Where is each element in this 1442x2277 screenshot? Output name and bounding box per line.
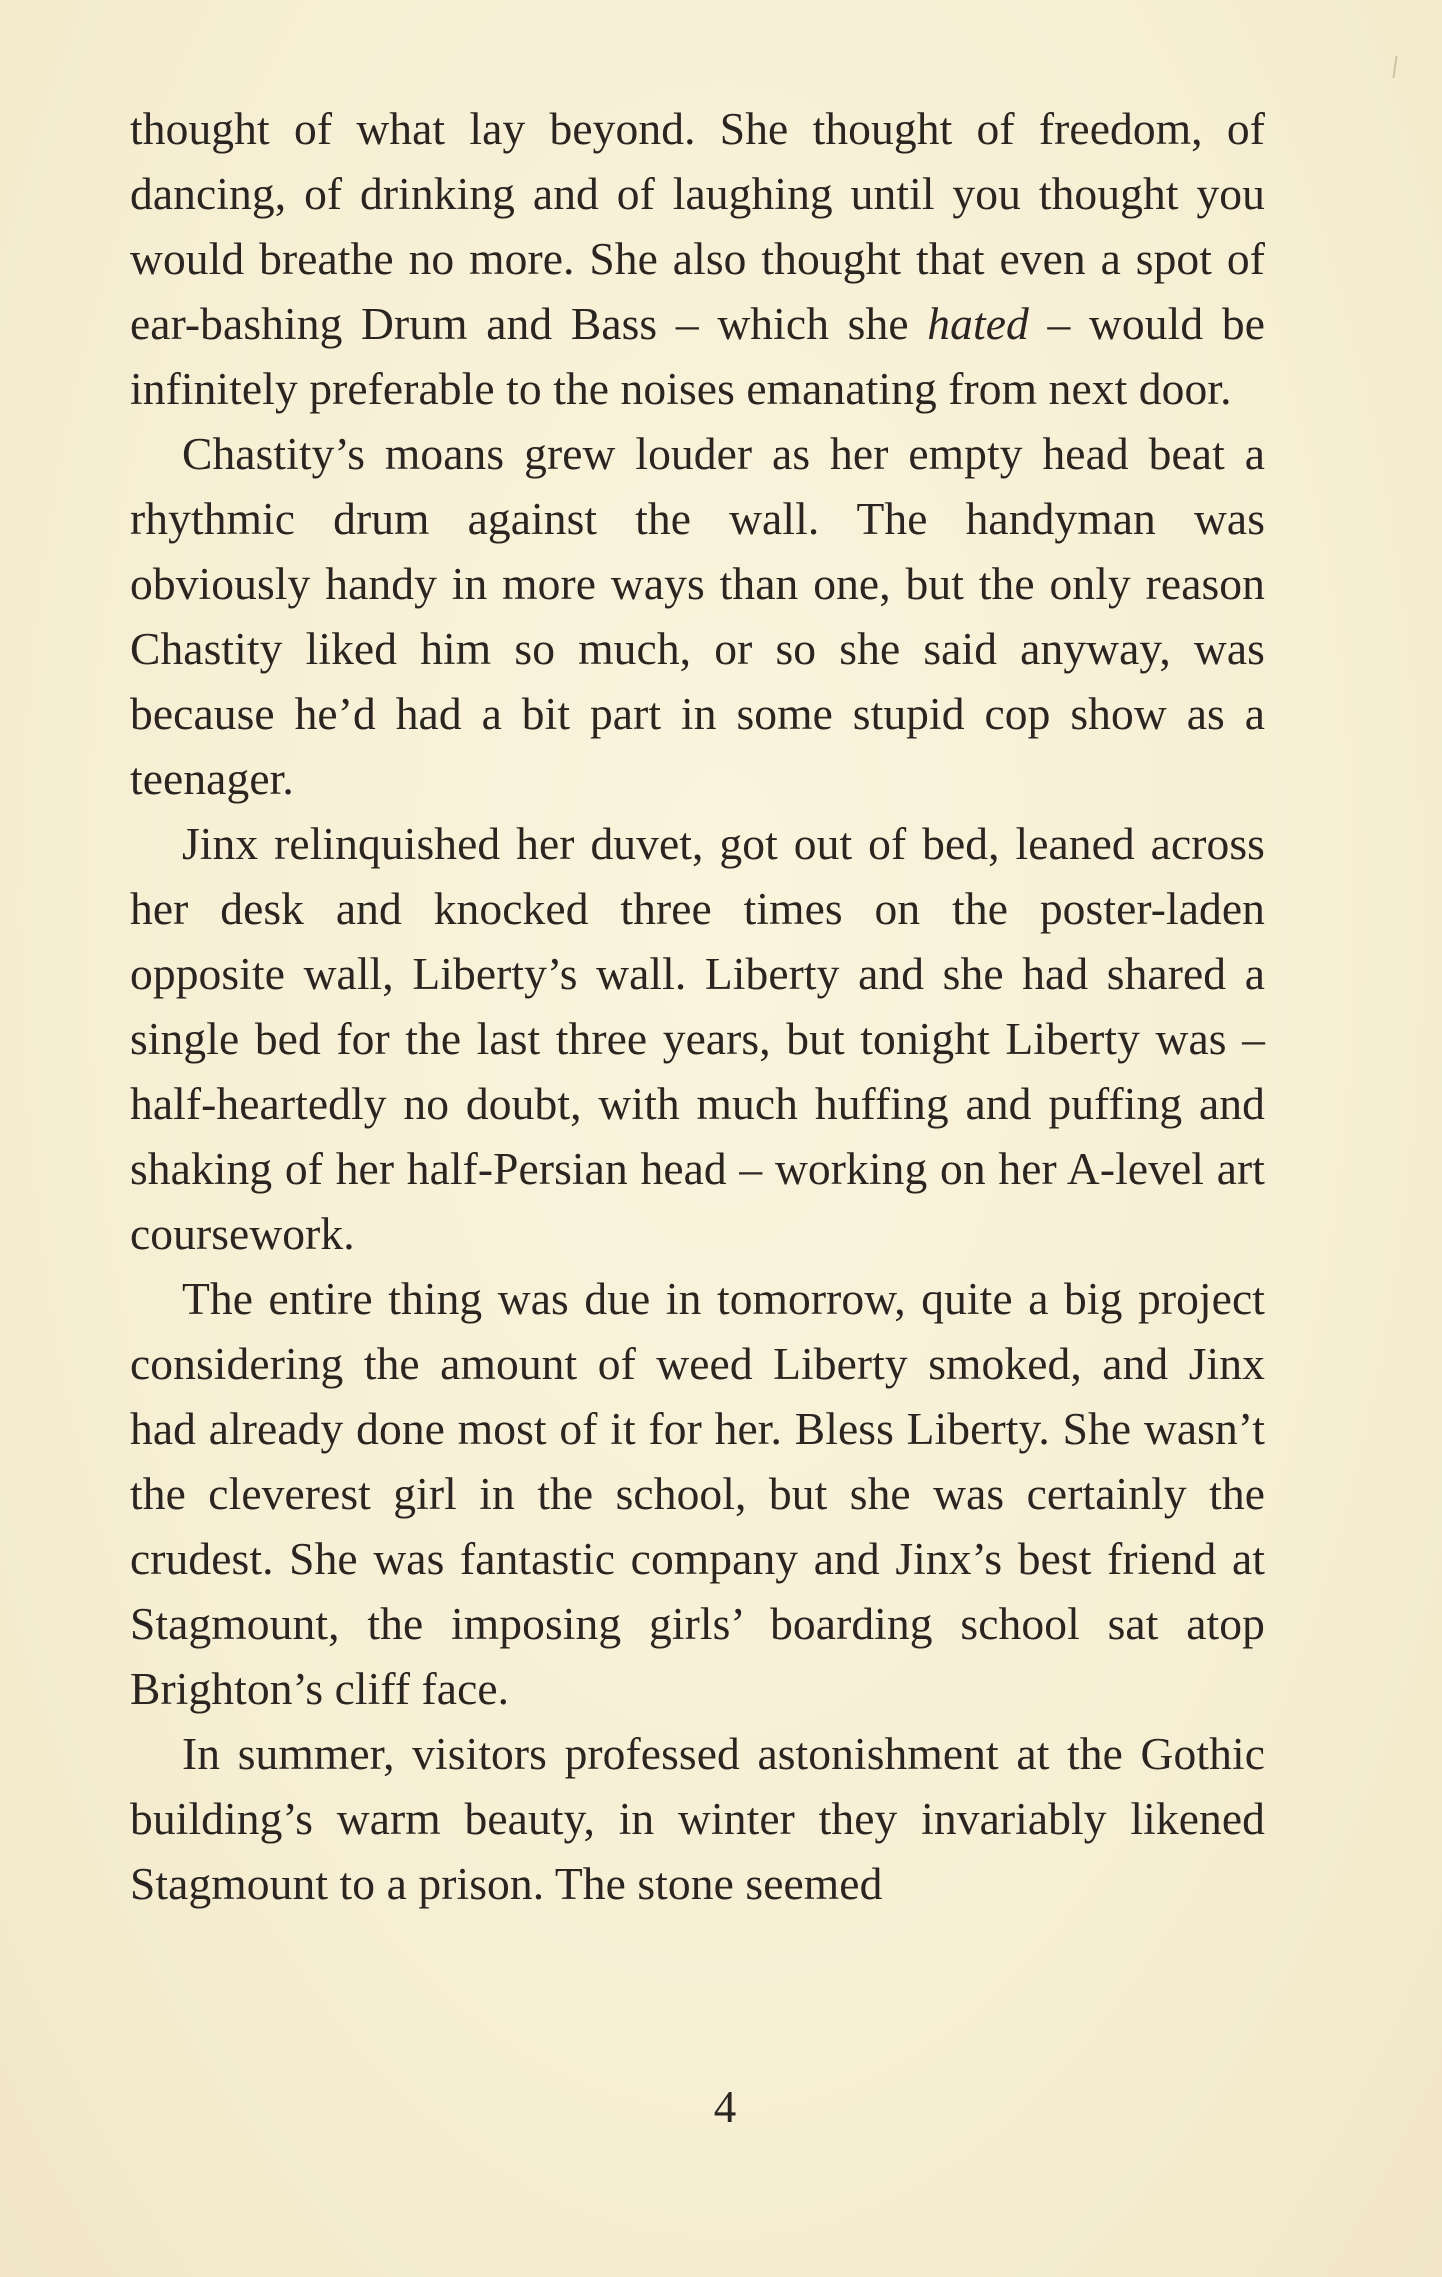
page-edge-mark — [1392, 56, 1397, 78]
paragraph-4 — [130, 1266, 1265, 1721]
paragraph-5 — [130, 1721, 1265, 1916]
paragraph-1-segment-1: thought of what lay beyond. She thought of freedom, of dancing, of drinking and of laughing until you thought you would breathe no more. She also thought that even a spot of ear-bashing Drum and Bass – which she — [130, 103, 1265, 349]
paragraph-2-segment-1: Chastity’s moans grew louder as her empty head beat a rhythmic drum against the wall. The handyman was obviously handy in more ways than one, but the only reason Chastity liked him so much, or so she said anyway, was because he’d had a bit part in some stupid cop show as a teenager. — [130, 428, 1265, 804]
paragraph-1-segment-3: – would be infinitely preferable to the noises emanating from next door. — [130, 298, 1266, 414]
page-number: 4 — [713, 2082, 737, 2132]
paragraph-4-segment-1: The entire thing was due in tomorrow, quite a big project considering the amount of weed Liberty smoked, and Jinx had already done most of it for her. Bless Liberty. She wasn’t the cleverest girl in the school, but she was certainly the crudest. She was fantastic company and Jinx’s best friend at Stagmount, the imposing girls’ boarding school sat atop Brighton’s cliff face. — [130, 1273, 1265, 1714]
paragraph-1 — [130, 96, 1265, 421]
paragraph-3-segment-1: Jinx relinquished her duvet, got out of bed, leaned across her desk and knocked three times on the poster-laden opposite wall, Liberty’s wall. Liberty and she had shared a single bed for the last three years, but tonight Liberty was – half-heartedly no doubt, with much huffing and puffing and shaking of her half-Persian head – working on her A-level art coursework. — [130, 818, 1265, 1259]
paragraph-1-italic-segment: hated — [927, 298, 1029, 349]
paragraph-2 — [130, 421, 1265, 811]
paragraph-3 — [130, 811, 1265, 1266]
body-text — [130, 96, 1265, 1916]
paragraph-5-segment-1: In summer, visitors professed astonishment at the Gothic building’s warm beauty, in winter they invariably likened Stagmount to a prison. The stone seemed — [130, 1728, 1265, 1909]
